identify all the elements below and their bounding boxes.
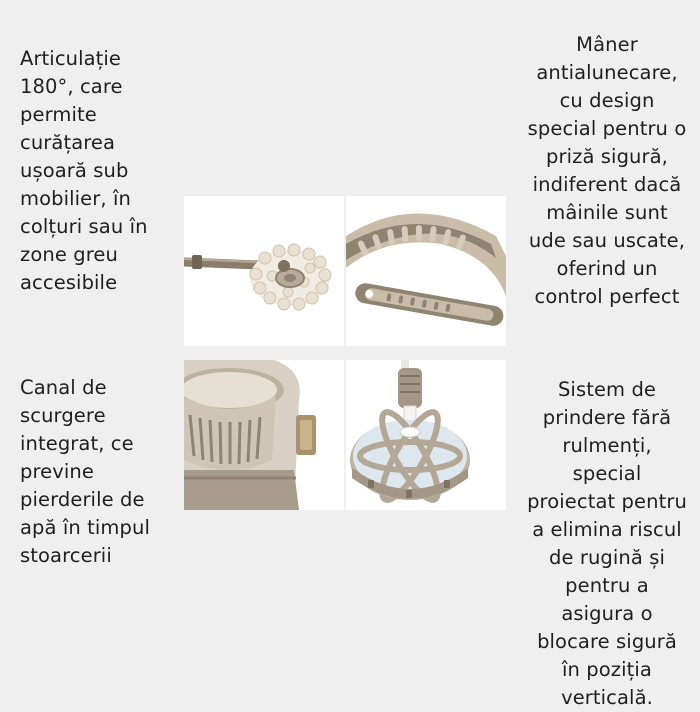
mop-head-photo [184, 196, 344, 346]
caption-joint-180: Articulație 180°, care permite curățarea ușoară sub mobilier, în colțuri sau în zone greu accesibile [20, 47, 148, 294]
handle-grip-photo [346, 196, 506, 346]
drain-channel-illustration [184, 360, 344, 510]
base-lock-photo [346, 360, 506, 510]
caption-anti-slip-handle: Mâner antialunecare, cu design special pentru o priză sigură, indiferent dacă mâinile sunt ude sau uscate, oferind un control perfect [527, 33, 687, 308]
drain-channel-photo [184, 360, 344, 510]
handle-grip-illustration [346, 196, 506, 346]
base-lock-illustration [346, 360, 506, 510]
caption-drain-channel: Canal de scurgere integrat, ce previne pierderile de apă în timpul stoarcerii [20, 376, 150, 567]
caption-bearing-free-lock: Sistem de prindere fără rulmenți, special proiectat pentru a elimina riscul de rugină și pentru a asigura o blocare sigură în poziția verticală. [527, 378, 687, 709]
mop-head-illustration [184, 196, 344, 346]
